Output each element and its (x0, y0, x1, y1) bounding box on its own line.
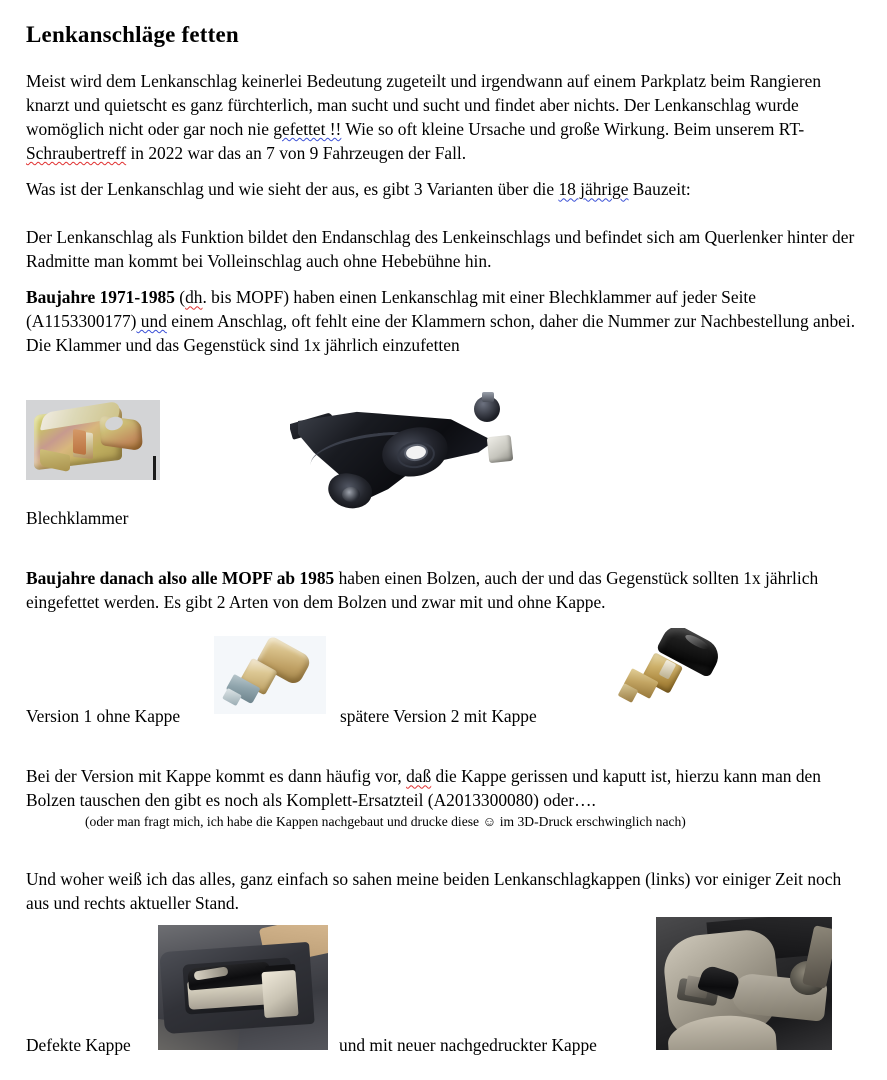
baujahre-ab-1985-rest: haben einen Bolzen, auch der und das Gegenstück sollten (334, 568, 739, 589)
baujahre-1971-line2-part-b: einem Anschlag, oft fehlt eine der Klammern schon, daher die Nummer (166, 311, 670, 332)
caption-blechklammer: Blechklammer (26, 508, 129, 528)
caption-new-cap: und mit neuer nachgedruckter Kappe (339, 1035, 597, 1055)
function-line-2: Querlenker hinter der Radmitte man kommt bei Volleinschlag auch ohne Hebebühne hin. (26, 227, 855, 272)
intro-line-3-part-a: Der Lenkanschlag wurde womöglich nicht oder gar noch nie (26, 95, 799, 139)
bolt-with-cap-photo (610, 628, 732, 712)
note-3d-print: (oder man fragt mich, ich habe die Kappen nachgebaut und drucke diese ☺ im 3D-Druck erschwinglich nach) (85, 814, 686, 829)
control-arm-bushing-bore (342, 487, 360, 502)
intro-line-4-part-a: große Wirkung. Beim unserem RT- (560, 118, 805, 139)
defect-hex-nut (261, 970, 298, 1018)
baujahre-1971-part-b: . bis MOPF) haben einen Lenkanschlag mit einer Blechklammer auf jeder (202, 287, 717, 308)
bolt-without-cap-photo (214, 636, 326, 714)
intro-misspelling-gefettet: gefettet !! (273, 118, 342, 139)
page-title: Lenkanschläge fetten (26, 22, 239, 48)
clip-scale-bar (153, 456, 156, 480)
cap-damage-misspelling-dass: daß (406, 766, 432, 787)
baujahre-1971-part-a: ( (174, 287, 186, 308)
baujahre-1971-line2-part-a: Seite (A1153300177) (26, 287, 756, 332)
intro-line-1: Meist wird dem Lenkanschlag keinerlei Bedeutung zugeteilt und irgendwann auf einem Parkplatz (26, 71, 707, 92)
paragraph-variants (26, 178, 866, 202)
baujahre-1971-line3: zur Nachbestellung anbei. Die Klammer und das Gegenstück sind 1x jährlich einzufetten (26, 311, 856, 355)
paragraph-intro (26, 70, 866, 165)
paragraph-baujahre-1971-1985 (26, 286, 866, 357)
clip-copper-detail (73, 429, 86, 455)
baujahre-1971-1985-bold-lead: Baujahre 1971-1985 (26, 287, 175, 308)
personal-line-1: Und woher weiß ich das alles, ganz einfach so sahen meine beiden Lenkanschlagkappen (links) vor (26, 869, 719, 890)
variants-misspelling-18jaehrige: 18 jährige (558, 179, 629, 200)
control-arm-stop-bracket (487, 435, 514, 463)
caption-defective-cap: Defekte Kappe (26, 1035, 131, 1055)
cap-damage-line2: kann man den Bolzen tauschen den gibt es noch als Komplett-Ersatzteil (A2013300080) oder…. (26, 766, 821, 811)
caption-version-1: Version 1 ohne Kappe (26, 706, 181, 726)
intro-line-2: beim Rangieren knarzt und quietscht es ganz fürchterlich, man sucht und sucht und findet aber nichts. (26, 71, 822, 116)
defective-cap-photo (158, 925, 328, 1050)
new-printed-cap-photo (656, 917, 832, 1050)
function-line-1: Der Lenkanschlag als Funktion bildet den Endanschlag des Lenkeinschlags und befindet sich am (26, 227, 701, 248)
variants-part-a: Was ist der Lenkanschlag und wie sieht der aus, es gibt 3 Varianten über die (26, 179, 559, 200)
control-arm-photo (290, 392, 518, 514)
control-arm-ball-joint-stud (482, 392, 494, 402)
cap-damage-part-a: Bei der Version mit Kappe kommt es dann häufig vor, (26, 766, 407, 787)
intro-line-3-part-b: Wie so oft kleine Ursache und (341, 118, 556, 139)
cap-damage-part-b: die Kappe gerissen und kaputt ist, hierzu (431, 766, 720, 787)
baujahre-ab-1985-bold-lead: Baujahre danach also alle MOPF ab 1985 (26, 568, 335, 589)
baujahre-misspelling-dh: dh (185, 287, 203, 308)
sheet-metal-clip-photo (26, 400, 160, 480)
paragraph-function (26, 226, 866, 274)
baujahre-ab-1985-line2: 1x jährlich eingefettet werden. Es gibt 2 Arten von dem Bolzen und zwar mit und ohne Kappe. (26, 568, 819, 613)
paragraph-cap-damage (26, 765, 866, 813)
paragraph-personal (26, 868, 866, 916)
caption-version-2: spätere Version 2 mit Kappe (340, 706, 537, 726)
intro-misspelling-schraubertreff: Schraubertreff (26, 142, 127, 163)
baujahre-misspelling-und: und (136, 311, 167, 332)
intro-line-4-part-b: in 2022 war das an 7 von 9 Fahrzeugen der Fall. (126, 142, 467, 163)
variants-part-b: Bauzeit: (628, 179, 691, 200)
paragraph-baujahre-ab-1985 (26, 567, 866, 615)
personal-line-2: einiger Zeit noch aus und rechts aktueller Stand. (26, 869, 842, 914)
